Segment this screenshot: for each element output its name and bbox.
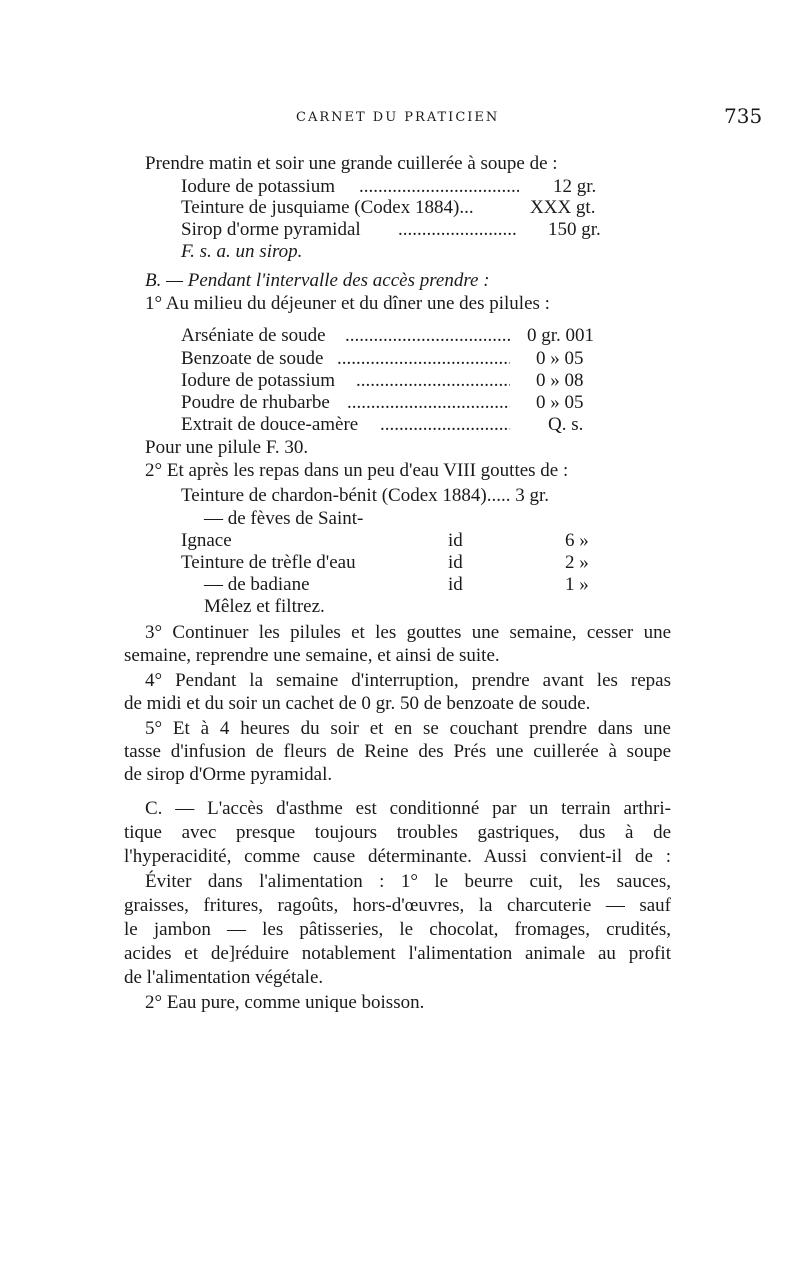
formula1-row-3-amount: 150 gr. [548, 219, 601, 240]
pill-row-4-amount: 0 » 05 [536, 392, 584, 413]
leader-dots [380, 414, 510, 436]
section-c-p2-line-5: de l'alimentation végétale. [124, 967, 324, 988]
section-b-p4-line-1: 4° Pendant la semaine d'interruption, prendre avant les repas [145, 670, 671, 691]
section-c-p2-line-2: graisses, fritures, ragoûts, hors-d'œuvres, la charcuterie — sauf [124, 895, 671, 916]
leader-dots [337, 348, 510, 370]
teinture-row-3-amount: 2 » [565, 552, 589, 573]
section-c-p1-line-2: tique avec presque toujours troubles gastriques, dus à de [124, 822, 671, 843]
leader-dots [347, 392, 510, 414]
pill-row-3-amount: 0 » 08 [536, 370, 584, 391]
section-b-p5-line-2: tasse d'infusion de fleurs de Reine des Prés une cuillerée à soupe [124, 741, 671, 762]
section-b-p1: 1° Au milieu du déjeuner et du dîner une des pilules : [145, 293, 550, 314]
formula1-row-1-name: Iodure de potassium [181, 176, 336, 197]
teinture-row-4-amount: 1 » [565, 574, 589, 595]
teinture-row-2-amount: 6 » [565, 530, 589, 551]
section-c-p2-line-4: acides et de]réduire notablement l'alimentation animale au profit [124, 943, 671, 964]
pill-row-1-amount: 0 gr. 001 [527, 325, 595, 346]
section-b-p5-line-3: de sirop d'Orme pyramidal. [124, 764, 333, 785]
section-b-p4-line-2: de midi et du soir un cachet de 0 gr. 50 de benzoate de soude. [124, 693, 591, 714]
page-header [0, 104, 800, 134]
melez-line: Mêlez et filtrez. [204, 596, 325, 617]
page-number: 735 [724, 104, 763, 128]
teinture-row-4: — de badiane [204, 574, 310, 595]
leader-dots [359, 176, 519, 198]
section-c-p3: 2° Eau pure, comme unique boisson. [145, 992, 425, 1013]
pill-row-2-name: Benzoate de soude [181, 348, 324, 369]
pill-row-3-name: Iodure de potassium [181, 370, 336, 391]
formula1-row-2-name: Teinture de jusquiame (Codex 1884)... [181, 197, 474, 218]
running-title: CARNET DU PRATICIEN [296, 110, 500, 125]
pour-line: Pour une pilule F. 30. [145, 437, 309, 458]
section-c-p1-line-3: l'hyperacidité, comme cause déterminante. Aussi convient-il de : [124, 846, 671, 867]
formula1-row-2-amount: XXX gt. [530, 197, 596, 218]
section-c-p2-line-3: le jambon — les pâtisseries, le chocolat, fromages, crudités, [124, 919, 671, 940]
leader-dots [345, 325, 510, 347]
section-b-p5-line-1: 5° Et à 4 heures du soir et en se couchant prendre dans une [145, 718, 671, 739]
formula1-fs: F. s. a. un sirop. [181, 241, 303, 262]
teinture-row-4-id: id [448, 574, 463, 595]
pill-row-5-name: Extrait de douce-amère [181, 414, 359, 435]
section-b-p3-line-2: semaine, reprendre une semaine, et ainsi de suite. [124, 645, 500, 666]
formula1-row-3-name: Sirop d'orme pyramidal [181, 219, 361, 240]
leader-dots [356, 370, 510, 392]
section-c-p2-line-1: Éviter dans l'alimentation : 1° le beurre cuit, les sauces, [145, 871, 671, 892]
section-c-p1-line-1: C. — L'accès d'asthme est conditionné par un terrain arthri- [145, 798, 671, 819]
pill-row-4-name: Poudre de rhubarbe [181, 392, 330, 413]
intro-line: Prendre matin et soir une grande cuillerée à soupe de : [145, 153, 558, 174]
section-b-p2: 2° Et après les repas dans un peu d'eau VIII gouttes de : [145, 460, 569, 481]
pill-row-5-amount: Q. s. [548, 414, 584, 435]
pill-row-1-name: Arséniate de soude [181, 325, 326, 346]
leader-dots [398, 219, 516, 241]
teinture-row-1: Teinture de chardon-bénit (Codex 1884)..... 3 gr. [181, 485, 550, 506]
teinture-row-2b: Ignace [181, 530, 232, 551]
section-b-title: B. — Pendant l'intervalle des accès prendre : [145, 270, 490, 291]
teinture-row-2-id: id [448, 530, 463, 551]
section-b-p3-line-1: 3° Continuer les pilules et les gouttes une semaine, cesser une [145, 622, 671, 643]
pill-row-2-amount: 0 » 05 [536, 348, 584, 369]
teinture-row-2a: — de fèves de Saint- [204, 508, 364, 529]
teinture-row-3-id: id [448, 552, 463, 573]
teinture-row-3: Teinture de trèfle d'eau [181, 552, 356, 573]
formula1-row-1-amount: 12 gr. [553, 176, 597, 197]
